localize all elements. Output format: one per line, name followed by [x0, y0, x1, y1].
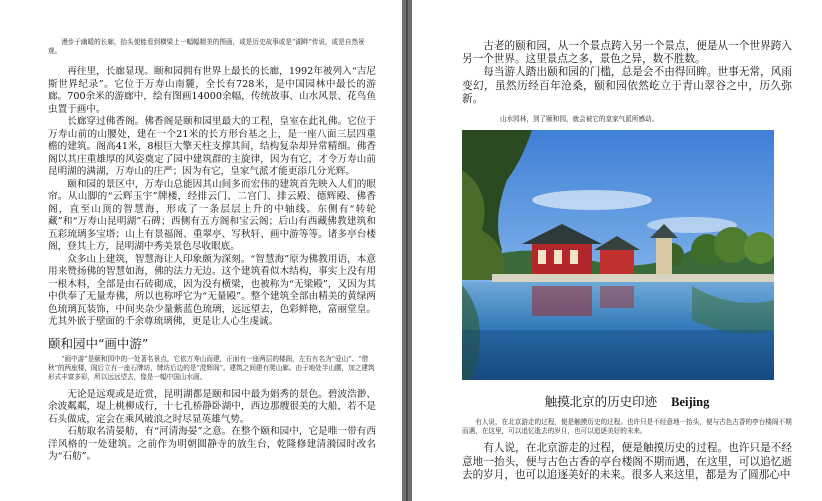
- right-page: [412, 0, 822, 501]
- section-heading: 颐和园中“画中游”: [48, 335, 149, 351]
- paragraph: 有人说，在北京游走的过程，便是触摸历史的过程。也许只是不经意地一抬头，便与古色古香的亭台楼阁不期而遇，在这里，可以追忆逝去的岁月，也可以追逐美好的未来。很多人来这里，都是为了圆那心中: [462, 442, 792, 481]
- summer-palace-photo: [462, 130, 774, 380]
- left-page: [0, 0, 402, 501]
- paragraph: 众多山上建筑，智慧海让人印象颇为深刻。“智慧海”原为佛教用语，本意用来赞扬佛的智慧如海，佛的法力无边。这个建筑看似木结构，事实上没有用一根木料，全部是由石砖砌成，因为没有横梁，也被称为“无梁殿”，又因为其中供奉了无量寿佛，所以也称呼它为“无量殿”。整个建筑全部由精美的黄绿两色琉璃瓦装饰，中间夹杂少量紫蓝色琉璃，远远望去，色彩鲜艳，富丽堂皇。尤其外嵌于壁面的千余尊琉璃佛，更是让人心生虔诚。: [48, 253, 376, 328]
- section-title-cn: 触摸北京的历史印迹: [544, 394, 658, 410]
- section-title: [462, 392, 792, 410]
- paragraph: 无论是远观或是近赏，昆明湖都是颐和园中最为娟秀的景色。碧波浩渺、余波粼粼，堤上桃柳成行，十七孔桥静卧湖中，西边那艘很美的大船，若不是石头做成，定会在乘风破浪之时尽显英雄气势。: [48, 388, 376, 425]
- intro-caption: 漫步于幽暖的长廊，抬头便能看到横梁上一幅幅精美的图画，或是历史故事或是“湖畔”传说，或是自然景观。: [48, 38, 365, 56]
- paragraph: 长廊穿过佛香阁。佛香阁是颐和园里最大的工程，皇室在此礼佛。它位于万寿山前的山腰处，建在一个21米的长方形台基之上，是一座八面三层四重檐的建筑。阁高41米，8根巨大擎天柱支撑其间，结构复杂却异常精细。佛香阁以其庄重雄厚的风姿奠定了园中建筑群的主旋律，因为有它，才令万寿山前昆明湖的满湖，万寿山的庄严；因为有它，皇家气派才能更添几分光辉。: [48, 116, 376, 178]
- photo-caption: 山水园林，到了颐和园，就会被它的皇家气派所感动。: [500, 115, 659, 124]
- heading-caption: “画中游”是颐和园中的一处著名景点，它依万寿山而建，正面有一座两层的楼阁，左右有名为“爱山”、“借秋”的两座楼，阁后立有一座石牌坊，牌坊后边的是“澄辉阁”。建筑之间建有爬山廊。由于地处半山腰，加之建筑形式丰富多彩，所以远远望去，像是一幅中国山水画。: [48, 354, 375, 382]
- paragraph: 每当游人踏出颐和园的门槛，总是会不由得回眸。世事无常，风雨变幻，虽然历经百年沧桑，颐和园依然屹立于青山翠谷之中，历久弥新。: [462, 66, 792, 105]
- paragraph: 石舫取名清晏舫，有“河清海晏”之意。在整个颐和园中，它是唯一带有西洋风格的一处建筑。之前作为明朝圆静寺的放生台，乾隆修建清漪园时改名为“石舫”。: [48, 426, 376, 463]
- lake-pavilion-illustration: [462, 130, 774, 380]
- paragraph: 古老的颐和园，从一个景点跨入另一个景点，便是从一个世界跨入另一个世界。这里景点之多，景色之异，数不胜数。: [462, 40, 792, 66]
- paragraph: 颐和园的景区中，万寿山总能因其山间多而宏伟的建筑首先映入人们的眼帘。从山脚的“云辉玉宇”牌楼，经排云门、二宫门、排云殿、德辉殿、佛香阁，直至山顶的智慧海，形成了一条层层上升的中轴线。东侧有“转轮藏”和“万寿山昆明湖”石碑；西侧有五方阁和宝云阁；后山有西藏佛教建筑和五彩琉璃多宝塔；山上有景福阁、重翠亭、写秋轩、画中游等等。诸多亭台楼阁，登其上方，昆明湖中秀美景色尽收眼底。: [48, 178, 376, 253]
- paragraph: 再往里，长廊显现。颐和园拥有世界上最长的长廊，1992年被列入“吉尼斯世界纪录”。它位于万寿山南麓，全长有728米，是中国园林中最长的游廊。700余米的游廊中，绘有图画14000余幅，传统故事、山水风景、花鸟鱼虫置于画中。: [48, 66, 376, 115]
- section-caption: 有人说，在北京游走的过程，便是触摸历史的过程。也许只是不经意地一抬头，便与古色古香的亭台楼阁不期而遇，在这里，可以追忆逝去的岁月，也可以追逐美好的未来。: [462, 418, 792, 436]
- section-title-en: Beijing: [671, 395, 710, 410]
- gutter-line: [406, 0, 408, 501]
